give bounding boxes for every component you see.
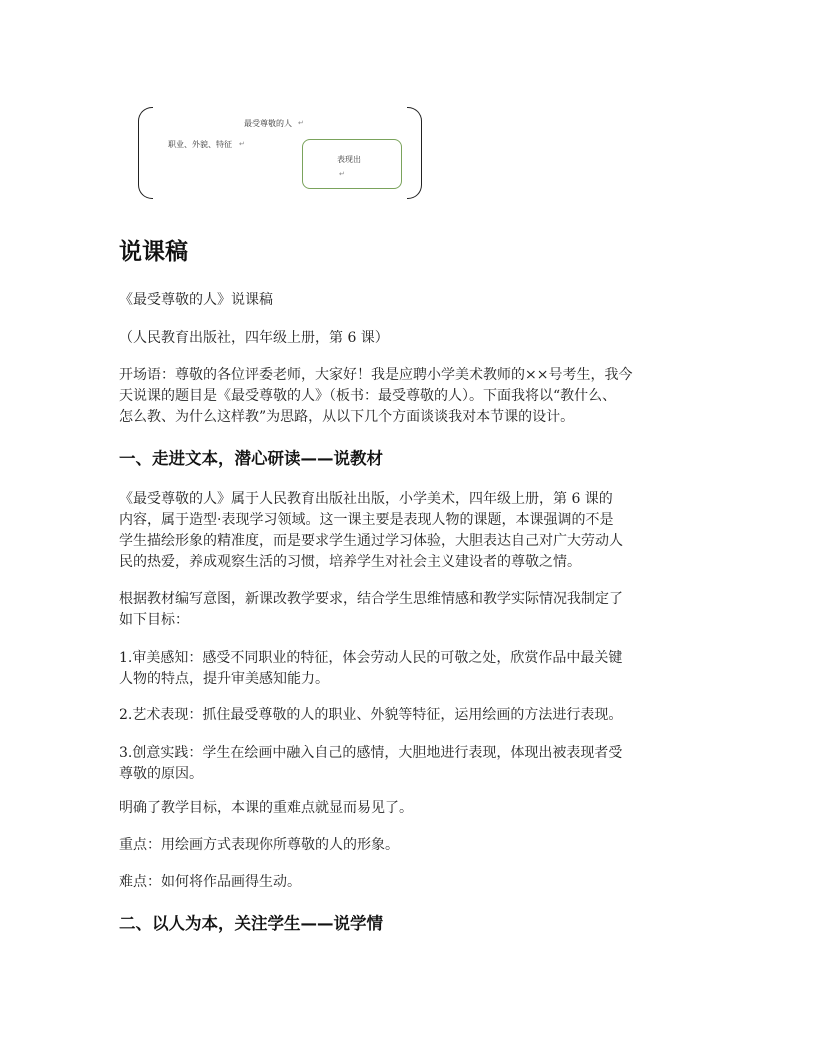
return-mark-icon: ↵ (339, 170, 345, 178)
section-heading-textbook: 一、走进文本，潜心研读——说教材 (119, 449, 383, 468)
diagram-inner-box (302, 139, 402, 189)
diagram-top-label: 最受尊敬的人 (244, 119, 292, 128)
goal-artistic: 2.艺术表现：抓住最受尊敬的人的职业、外貌等特征，运用绘画的方法进行表现。 (119, 707, 623, 723)
difficulty-point: 难点：如何将作品画得生动。 (119, 874, 301, 890)
section-heading-students: 二、以人为本，关注学生——说学情 (119, 914, 383, 933)
board-diagram (138, 107, 422, 199)
left-brace (138, 107, 153, 199)
return-mark-icon: ↵ (239, 140, 245, 148)
doc-subtitle: 《最受尊敬的人》说课稿 (119, 292, 273, 308)
diagram-left-label: 职业、外貌、特征 (168, 140, 232, 149)
right-brace (407, 107, 422, 199)
clarify-paragraph: 明确了教学目标，本课的重难点就显而易见了。 (119, 800, 413, 816)
diagram-box-label: 表现出 (337, 155, 361, 164)
goal-aesthetic: 1.审美感知：感受不同职业的特征，体会劳动人民的可敬之处，欣赏作品中最关键 人物的特点，提升审美感知能力。 (119, 650, 623, 687)
goals-intro-paragraph: 根据教材编写意图，新课改教学要求，结合学生思维情感和教学实际情况我制定了 如下目标： (119, 591, 623, 628)
key-point: 重点：用绘画方式表现你所尊敬的人的形象。 (119, 837, 399, 853)
page-title: 说课稿 (119, 239, 188, 265)
goal-creative: 3.创意实践：学生在绘画中融入自己的感情，大胆地进行表现，体现出被表现者受 尊敬的原因。 (119, 745, 623, 782)
intro-paragraph: 开场语：尊敬的各位评委老师，大家好！我是应聘小学美术教师的××号考生，我今 天说课的题目是《最受尊敬的人》（板书：最受尊敬的人）。下面我将以“教什么、 怎么教、为什么这样教”为思路，从以下几个方面谈谈我对本节课的设计。 (119, 367, 633, 425)
publisher-info: （人民教育出版社，四年级上册，第 6 课） (119, 330, 389, 346)
return-mark-icon: ↵ (298, 119, 304, 127)
textbook-paragraph: 《最受尊敬的人》属于人民教育出版社出版，小学美术，四年级上册，第 6 课的 内容，属于造型·表现学习领域。这一课主要是表现人物的课题，本课强调的不是 学生描绘形象的精准度，而是要求学生通过学习体验，大胆表达自己对广大劳动人 民的热爱，养成观察生活的习惯，培养学生对社会主义建设者的尊敬之情。 (119, 491, 623, 570)
